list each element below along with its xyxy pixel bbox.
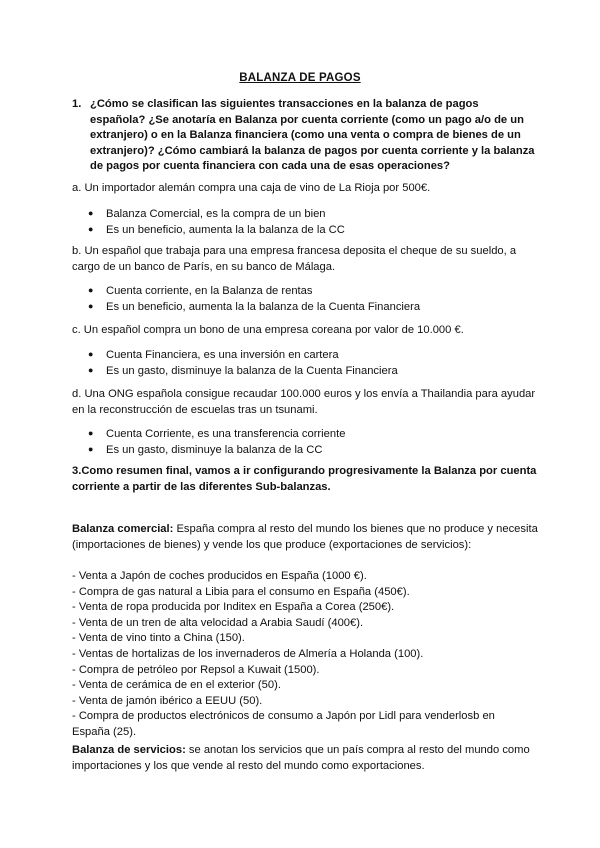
question-1: [72, 97, 535, 175]
list-item: - Venta de ropa producida por Inditex en España a Corea (250€).: [72, 601, 395, 614]
bullet-text: Es un gasto, disminuye la balanza de la Cuenta Financiera: [106, 365, 398, 377]
balanza-comercial-label: Balanza comercial:: [72, 523, 174, 535]
case-c-bullet-1: [88, 346, 339, 363]
bullet-dot-icon: ●: [88, 365, 94, 375]
case-b-bullet-2: [88, 298, 420, 315]
case-a-bullet-1: [88, 205, 326, 222]
page-title: BALANZA DE PAGOS: [239, 72, 361, 84]
bullet-dot-icon: ●: [88, 444, 94, 454]
bullet-dot-icon: ●: [88, 224, 94, 234]
case-a-bullet-2: [88, 221, 345, 238]
question-1-number: 1.: [72, 98, 82, 110]
case-b-text: b. Un español que trabaja para una empresa francesa deposita el cheque de su sueldo, a cargo de un banco de París, en su banco de Málaga.: [72, 245, 517, 273]
bullet-text: Cuenta Financiera, es una inversión en cartera: [106, 349, 339, 361]
balanza-servicios-label: Balanza de servicios:: [72, 744, 186, 756]
balanza-servicios-text: se anotan los servicios que un país compra al resto del mundo como importaciones y los que vende al resto del mundo como exportaciones.: [72, 744, 530, 772]
list-item: - Compra de productos electrónicos de consumo a Japón por Lidl para venderlosb en: [72, 710, 495, 723]
balanza-comercial-list: [72, 569, 542, 741]
case-d-bullet-2: [88, 441, 322, 458]
case-c-bullet-2: [88, 362, 398, 379]
list-item: - Venta de vino tinto a China (150).: [72, 632, 245, 645]
list-item: España (25).: [72, 725, 137, 738]
list-item: - Compra de gas natural a Libia para el consumo en España (450€).: [72, 585, 410, 598]
bullet-dot-icon: ●: [88, 428, 94, 438]
bullet-text: Balanza Comercial, es la compra de un bien: [106, 208, 326, 220]
bullet-dot-icon: ●: [88, 349, 94, 359]
balanza-comercial-text: España compra al resto del mundo los bienes que no produce y necesita (importaciones de bienes) y vende los que produce (exportaciones de servicios):: [72, 523, 538, 551]
balanza-comercial-intro: [72, 522, 542, 553]
bullet-text: Es un gasto, disminuye la balanza de la CC: [106, 444, 323, 456]
question-1-text: ¿Cómo se clasifican las siguientes transacciones en la balanza de pagos española? ¿Se anotaría en Balanza por cuenta corriente (como un pago a/o de un extranjero) o en la Balanza financiera (como una venta o compra de bienes de un extranjero)? ¿Cómo cambiará la balanza de pagos por cuenta corriente y la balanza de pagos por cuenta financiera con cada una de esas operaciones?: [90, 98, 535, 173]
bullet-text: Es un beneficio, aumenta la la balanza de la Cuenta Financiera: [106, 301, 421, 313]
case-d-text: d. Una ONG española consigue recaudar 100.000 euros y los envía a Thailandia para ayudar en la reconstrucción de escuelas tras un tsunami.: [72, 388, 536, 416]
balanza-servicios-paragraph: [72, 743, 542, 774]
list-item: - Venta de cerámica de en el exterior (50).: [72, 679, 281, 692]
case-d-bullet-1: [88, 425, 345, 442]
bullet-text: Cuenta corriente, en la Balanza de rentas: [106, 285, 313, 297]
question-3-heading: [72, 463, 542, 495]
list-item: - Ventas de hortalizas de los invernaderos de Almería a Holanda (100).: [72, 647, 424, 660]
question-3-line-1: 3.Como resumen final, vamos a ir configurando progresivamente la Balanza por cuenta: [72, 465, 537, 477]
case-c-text: c. Un español compra un bono de una empresa coreana por valor de 10.000 €.: [72, 324, 464, 336]
case-a-text: a. Un importador alemán compra una caja de vino de La Rioja por 500€.: [72, 182, 431, 194]
bullet-dot-icon: ●: [88, 208, 94, 218]
bullet-dot-icon: ●: [88, 285, 94, 295]
bullet-text: Es un beneficio, aumenta la la balanza de la CC: [106, 224, 345, 236]
question-3-line-2: corriente a partir de las diferentes Sub-balanzas.: [72, 481, 331, 493]
bullet-dot-icon: ●: [88, 301, 94, 311]
list-item: - Venta de jamón ibérico a EEUU (50).: [72, 694, 263, 707]
bullet-text: Cuenta Corriente, es una transferencia corriente: [106, 428, 346, 440]
list-item: - Venta a Japón de coches producidos en España (1000 €).: [72, 570, 367, 582]
case-b-bullet-1: [88, 282, 312, 299]
list-item: - Compra de petróleo por Repsol a Kuwait (1500).: [72, 663, 320, 676]
list-item: - Venta de un tren de alta velocidad a Arabia Saudí (400€).: [72, 616, 364, 629]
